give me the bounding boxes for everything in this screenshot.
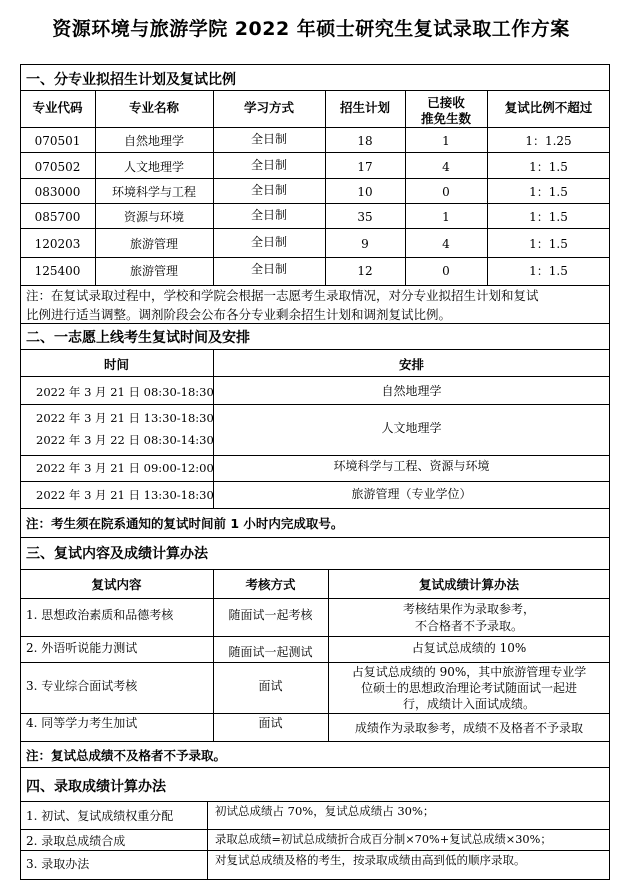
row-divider <box>20 829 610 830</box>
schedule-time: 2022 年 3 月 21 日 09:00-12:00 <box>36 461 214 475</box>
cell-exempt: 4 <box>442 237 450 251</box>
section4-heading: 四、录取成绩计算办法 <box>26 779 166 795</box>
cell-code: 120203 <box>34 237 81 251</box>
cell-name: 环境科学与工程 <box>111 185 196 199</box>
row-divider <box>20 228 610 229</box>
cell-ratio: 1：1.5 <box>529 160 568 174</box>
cell-ratio: 1：1.5 <box>529 210 568 224</box>
col-divider <box>328 569 329 741</box>
row-divider <box>20 376 610 377</box>
header-method: 考核方式 <box>245 577 296 592</box>
divider <box>20 767 610 768</box>
cell-ratio: 1：1.5 <box>529 237 568 251</box>
exam-content: 1. 思想政治素质和品德考核 <box>26 608 174 622</box>
page-title: 资源环境与旅游学院 2022 年硕士研究生复试录取工作方案 <box>52 18 570 40</box>
exam-calc: 成绩作为录取参考，成绩不及格者不予录取 <box>354 721 583 735</box>
header-exempt-line2: 推免生数 <box>420 111 471 126</box>
section3-note: 注：复试总成绩不及格者不予录取。 <box>26 748 227 763</box>
cell-name: 旅游管理 <box>129 237 178 251</box>
admission-content: 对复试总成绩及格的考生，按录取成绩由高到低的顺序录取。 <box>215 853 526 867</box>
cell-ratio: 1：1.5 <box>529 185 568 199</box>
cell-mode: 全日制 <box>250 235 287 249</box>
row-divider <box>20 404 610 405</box>
row-divider <box>20 257 610 258</box>
col-divider <box>207 801 208 880</box>
row-divider <box>20 598 610 599</box>
cell-plan: 18 <box>357 134 373 148</box>
cell-ratio: 1：1.25 <box>525 134 572 148</box>
exam-method: 面试 <box>258 679 283 693</box>
admission-content: 初试总成绩占 70%，复试总成绩占 30%； <box>215 804 435 818</box>
cell-exempt: 1 <box>442 210 450 224</box>
exam-method: 随面试一起考核 <box>228 608 313 622</box>
exam-content: 2. 外语听说能力测试 <box>26 641 138 655</box>
header-arrangement: 安排 <box>398 357 424 372</box>
header-code: 专业代码 <box>32 100 83 115</box>
cell-name: 人文地理学 <box>123 160 184 174</box>
admission-label: 2. 录取总成绩合成 <box>26 834 126 848</box>
section1-note-line1: 注：在复试录取过程中，学校和学院会根据一志愿考生录取情况，对分专业拟招生计划和复试 <box>26 288 539 303</box>
cell-code: 085700 <box>34 210 81 224</box>
row-divider <box>20 741 610 742</box>
header-calc: 复试成绩计算办法 <box>418 577 519 592</box>
row-divider <box>20 481 610 482</box>
cell-mode: 全日制 <box>250 158 287 172</box>
row-divider <box>20 203 610 204</box>
section2-note: 注：考生须在院系通知的复试时间前 1 小时内完成取号。 <box>26 516 344 531</box>
row-divider <box>20 636 610 637</box>
cell-name: 旅游管理 <box>129 264 178 278</box>
schedule-time: 2022 年 3 月 22 日 08:30-14:30 <box>36 433 214 447</box>
row-divider <box>20 127 610 128</box>
divider <box>20 349 610 350</box>
admission-label: 3. 录取办法 <box>26 857 90 871</box>
cell-code: 083000 <box>34 185 81 199</box>
exam-method: 面试 <box>258 716 283 730</box>
schedule-arrangement: 环境科学与工程、资源与环境 <box>333 459 490 473</box>
schedule-arrangement: 旅游管理（专业学位） <box>351 487 472 501</box>
row-divider <box>20 455 610 456</box>
header-mode: 学习方式 <box>243 100 294 115</box>
section1-note-line2: 比例进行适当调整。调剂阶段会公布各分专业剩余招生计划和调剂复试比例。 <box>26 307 452 322</box>
schedule-arrangement: 自然地理学 <box>381 384 442 398</box>
cell-mode: 全日制 <box>250 262 287 276</box>
cell-plan: 9 <box>361 237 369 251</box>
cell-plan: 12 <box>357 264 373 278</box>
row-divider <box>20 508 610 509</box>
admission-content: 录取总成绩=初试总成绩折合成百分制×70%+复试总成绩×30%； <box>215 833 552 846</box>
schedule-time: 2022 年 3 月 21 日 13:30-18:30 <box>36 411 214 425</box>
exam-content: 3. 专业综合面试考核 <box>26 679 138 693</box>
cell-ratio: 1：1.5 <box>529 264 568 278</box>
schedule-time: 2022 年 3 月 21 日 13:30-18:30 <box>36 488 214 502</box>
exam-calc: 考核结果作为录取参考， <box>402 602 535 616</box>
exam-calc: 位硕士的思想政治理论考试随面试一起进 <box>360 681 577 695</box>
section3-heading: 三、复试内容及成绩计算办法 <box>26 546 208 562</box>
exam-calc: 占复试总成绩的 90%，其中旅游管理专业学 <box>351 665 587 679</box>
section2-heading: 二、一志愿上线考生复试时间及安排 <box>26 330 250 346</box>
row-divider <box>20 662 610 663</box>
exam-calc: 占复试总成绩的 10% <box>411 641 527 655</box>
exam-method: 随面试一起测试 <box>228 645 313 659</box>
cell-name: 资源与环境 <box>123 210 184 224</box>
cell-name: 自然地理学 <box>123 134 184 148</box>
header-exempt-line1: 已接收 <box>427 95 465 110</box>
cell-exempt: 4 <box>442 160 450 174</box>
admission-label: 1. 初试、复试成绩权重分配 <box>26 809 174 823</box>
cell-plan: 10 <box>357 185 373 199</box>
cell-exempt: 1 <box>442 134 450 148</box>
exam-calc: 不合格者不予录取。 <box>414 619 523 633</box>
divider <box>20 537 610 538</box>
schedule-time: 2022 年 3 月 21 日 08:30-18:30 <box>36 385 214 399</box>
cell-code: 125400 <box>34 264 81 278</box>
section1-heading: 一、分专业拟招生计划及复试比例 <box>26 72 236 88</box>
row-divider <box>20 152 610 153</box>
exam-content: 4. 同等学力考生加试 <box>26 716 138 730</box>
divider <box>20 569 610 570</box>
divider <box>20 323 610 324</box>
divider <box>20 801 610 802</box>
row-divider <box>20 850 610 851</box>
header-plan: 招生计划 <box>339 100 390 115</box>
row-divider <box>20 178 610 179</box>
cell-mode: 全日制 <box>250 132 287 146</box>
divider <box>20 90 610 91</box>
header-content: 复试内容 <box>91 577 142 592</box>
cell-mode: 全日制 <box>250 183 287 197</box>
cell-plan: 17 <box>357 160 373 174</box>
schedule-arrangement: 人文地理学 <box>381 421 442 435</box>
cell-mode: 全日制 <box>250 208 287 222</box>
cell-code: 070501 <box>34 134 81 148</box>
exam-calc: 行，成绩计入面试成绩。 <box>402 697 535 711</box>
cell-exempt: 0 <box>442 185 450 199</box>
header-time: 时间 <box>103 357 129 372</box>
cell-plan: 35 <box>357 210 373 224</box>
cell-code: 070502 <box>34 160 81 174</box>
row-divider <box>20 713 610 714</box>
cell-exempt: 0 <box>442 264 450 278</box>
section1-note <box>26 286 606 324</box>
header-ratio: 复试比例不超过 <box>504 100 593 115</box>
header-name: 专业名称 <box>128 100 179 115</box>
